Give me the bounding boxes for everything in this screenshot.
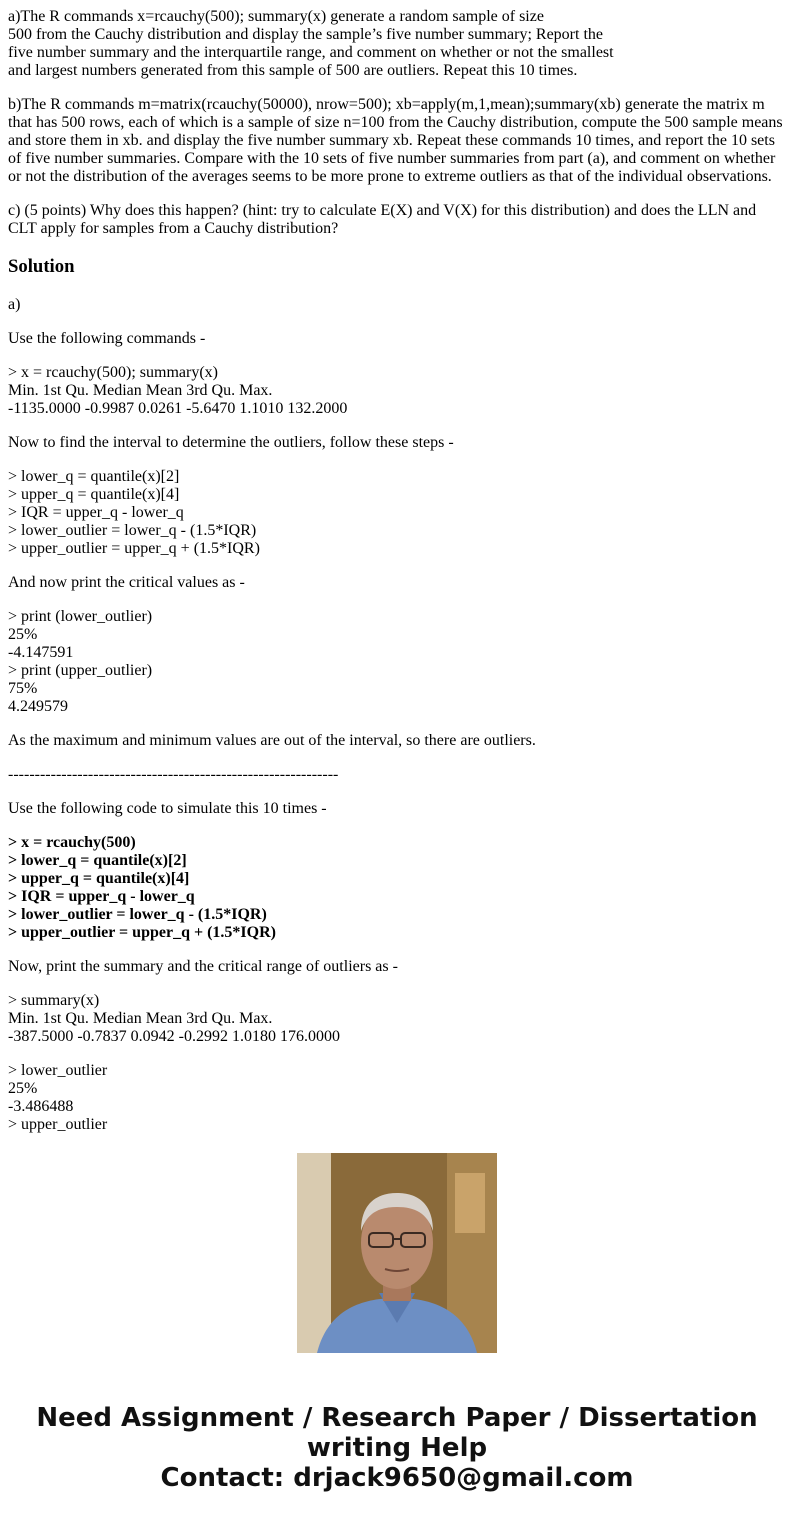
conclusion-text: As the maximum and minimum values are out of the interval, so there are outliers.: [8, 732, 536, 749]
footer-line-1: Need Assignment / Research Paper / Dissertation: [36, 1403, 758, 1433]
text-line: b)The R commands m=matrix(rcauchy(50000), nrow=500); xb=apply(m,1,mean);summary(xb) generate the matrix m: [8, 96, 765, 113]
text-line: c) (5 points) Why does this happen? (hint: try to calculate E(X) and V(X) for this distribution) and does the LLN and: [8, 202, 757, 219]
footer-contact: Contact: drjack9650@gmail.com: [160, 1463, 634, 1493]
code-line: Min. 1st Qu. Median Mean 3rd Qu. Max.: [8, 382, 273, 399]
text-line: a)The R commands x=rcauchy(500); summary(x) generate a random sample of size: [8, 8, 544, 25]
code-line: > upper_q = quantile(x)[4]: [8, 870, 190, 887]
code-line: Min. 1st Qu. Median Mean 3rd Qu. Max.: [8, 1010, 273, 1027]
code-line: > lower_q = quantile(x)[2]: [8, 468, 180, 485]
text-line: 500 from the Cauchy distribution and display the sample’s five number summary; Report the: [8, 26, 603, 43]
lower-outlier-output: [8, 1062, 788, 1134]
text-line: five number summary and the interquartile range, and comment on whether or not the smallest: [8, 44, 614, 61]
code-line: -4.147591: [8, 644, 74, 661]
portrait-image: [297, 1153, 497, 1353]
question-part-c: [8, 202, 788, 238]
question-part-b: [8, 96, 788, 186]
simulate-code: [8, 834, 788, 942]
simulate-intro: Use the following code to simulate this 10 times -: [8, 800, 327, 817]
text-line: and store them in xb. and display the five number summary xb. Repeat these commands 10 times, and report the 10 sets: [8, 132, 775, 149]
text-line: CLT apply for samples from a Cauchy distribution?: [8, 220, 339, 237]
code-line: 25%: [8, 1080, 38, 1097]
code-line: -387.5000 -0.7837 0.0942 -0.2992 1.0180 176.0000: [8, 1028, 340, 1045]
solution-part-label: a): [8, 296, 21, 313]
footer-line-2: writing Help: [306, 1433, 488, 1463]
code-line: > summary(x): [8, 992, 100, 1009]
code-line: 4.249579: [8, 698, 68, 715]
interval-intro: Now to find the interval to determine the outliers, follow these steps -: [8, 434, 454, 451]
code-line: > IQR = upper_q - lower_q: [8, 888, 195, 905]
code-line: > upper_q = quantile(x)[4]: [8, 486, 180, 503]
code-line: > IQR = upper_q - lower_q: [8, 504, 184, 521]
code-line: > lower_outlier = lower_q - (1.5*IQR): [8, 522, 257, 539]
code-line: > lower_outlier: [8, 1062, 108, 1079]
summary2-output: [8, 992, 788, 1046]
contact-footer: [0, 1403, 794, 1493]
code-line: > lower_q = quantile(x)[2]: [8, 852, 187, 869]
code-line: > x = rcauchy(500): [8, 834, 136, 851]
steps-code: [8, 468, 788, 558]
code-line: 75%: [8, 680, 38, 697]
solution-heading: Solution: [8, 256, 75, 277]
text-line: and largest numbers generated from this sample of 500 are outliers. Repeat this 10 times.: [8, 62, 578, 79]
code-line: > x = rcauchy(500); summary(x): [8, 364, 218, 381]
code-line: > lower_outlier = lower_q - (1.5*IQR): [8, 906, 267, 923]
code-line: > print (upper_outlier): [8, 662, 153, 679]
summary-intro: Now, print the summary and the critical range of outliers as -: [8, 958, 398, 975]
question-part-a: [8, 8, 788, 80]
text-line: of five number summaries. Compare with the 10 sets of five number summaries from part (a), and comment on whether: [8, 150, 776, 167]
text-line: that has 500 rows, each of which is a sample of size n=100 from the Cauchy distribution, compute the 500 sample means: [8, 114, 783, 131]
code-line: -3.486488: [8, 1098, 74, 1115]
code-line: 25%: [8, 626, 38, 643]
code-line: > print (lower_outlier): [8, 608, 153, 625]
author-photo: [297, 1153, 497, 1353]
photo-wall-left: [297, 1153, 331, 1353]
code-line: -1135.0000 -0.9987 0.0261 -5.6470 1.1010 132.2000: [8, 400, 348, 417]
photo-wall-pattern: [455, 1173, 485, 1233]
code-line: > upper_outlier = upper_q + (1.5*IQR): [8, 540, 260, 557]
document-content: [8, 0, 788, 1133]
print-output: [8, 608, 788, 716]
code-line: > upper_outlier: [8, 1116, 108, 1133]
code-line: > upper_outlier = upper_q + (1.5*IQR): [8, 924, 276, 941]
divider-line: --------------------------------------------------------------: [8, 766, 339, 783]
summary-output: [8, 364, 788, 418]
solution-intro: Use the following commands -: [8, 330, 206, 347]
print-intro: And now print the critical values as -: [8, 574, 245, 591]
text-line: or not the distribution of the averages seems to be more prone to extreme outliers as that of the individual observations.: [8, 168, 772, 185]
